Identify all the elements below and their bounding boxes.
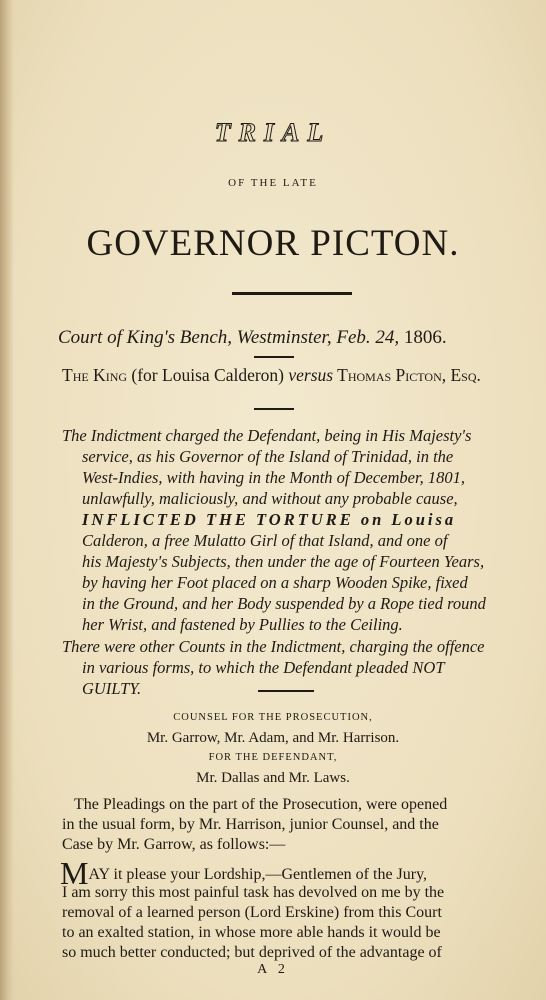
indictment-line: unlawfully, maliciously, and without any probable cause, <box>82 489 458 508</box>
indictment-line: service, as his Governor of the Island of Trinidad, in the <box>82 447 454 466</box>
indictment-line: in the Ground, and her Body suspended by a Rope tied round <box>82 594 486 613</box>
inflicted-torture: INFLICTED THE TORTURE on Louisa <box>82 510 457 529</box>
speech-line: removal of a learned person (Lord Erskine) from this Court <box>62 904 442 921</box>
defendant-heading: FOR THE DEFENDANT, <box>208 752 338 763</box>
pleadings-line: The Pleadings on the part of the Prosecution, were opened <box>74 796 448 813</box>
indictment-line: his Majesty's Subjects, then under the age of Fourteen Years, <box>82 552 485 571</box>
other-counts-line: There were other Counts in the Indictment, charging the offence <box>62 637 485 656</box>
speech-line: so much better conducted; but deprived of the advantage of <box>62 944 442 961</box>
title-of-the-late: OF THE LATE <box>228 177 318 189</box>
prosecution-names: Mr. Garrow, Mr. Adam, and Mr. Harrison. <box>146 730 400 746</box>
indictment-line: West-Indies, with having in the Month of December, 1801, <box>82 468 465 487</box>
case-versus: versus <box>288 365 334 385</box>
case-for: (for Louisa Calderon) <box>127 365 289 385</box>
indictment-line: The Indictment charged the Defendant, being in His Majesty's <box>62 426 472 445</box>
case-defendant: Thomas Picton, Esq. <box>333 365 481 385</box>
court-line <box>58 327 506 349</box>
ornamental-rule <box>232 292 352 295</box>
speech-line: to an exalted station, in whose more able hands it would be <box>62 924 441 941</box>
speech-line: I am sorry this most painful task has devolved on me by the <box>62 884 445 901</box>
indictment-line: by having her Foot placed on a sharp Wooden Spike, fixed <box>82 573 468 592</box>
other-counts-line: GUILTY. <box>82 679 142 698</box>
indictment-line <box>82 509 530 530</box>
other-counts-line: in various forms, to which the Defendant pleaded NOT <box>82 658 445 677</box>
court-name: Court of King's Bench, Westminster, Feb. 24, <box>58 327 400 348</box>
defendant-names: Mr. Dallas and Mr. Laws. <box>196 770 350 786</box>
indictment-line: her Wrist, and fastened by Pullies to the Ceiling. <box>82 615 403 634</box>
short-rule <box>254 356 294 358</box>
pleadings-line: in the usual form, by Mr. Harrison, junior Counsel, and the <box>62 816 439 833</box>
pleadings-line: Case by Mr. Garrow, as follows:— <box>62 836 286 853</box>
short-rule-3 <box>258 690 314 692</box>
title-governor-picton: GOVERNOR PICTON. <box>86 223 460 264</box>
case-king: The King <box>62 365 128 385</box>
short-rule-2 <box>254 408 294 410</box>
signature-mark: A 2 <box>257 962 289 977</box>
indictment-line: Calderon, a free Mulatto Girl of that Island, and one of <box>82 531 448 550</box>
case-line <box>62 365 510 386</box>
speech-first-rest: AY it please your Lordship,—Gentlemen of the Jury, <box>88 866 428 883</box>
binding-gutter <box>0 0 14 1000</box>
title-trial: TRIAL <box>214 118 332 147</box>
drop-cap: M <box>60 855 89 891</box>
court-year: 1806. <box>403 327 447 348</box>
prosecution-heading: COUNSEL FOR THE PROSECUTION, <box>173 712 373 723</box>
